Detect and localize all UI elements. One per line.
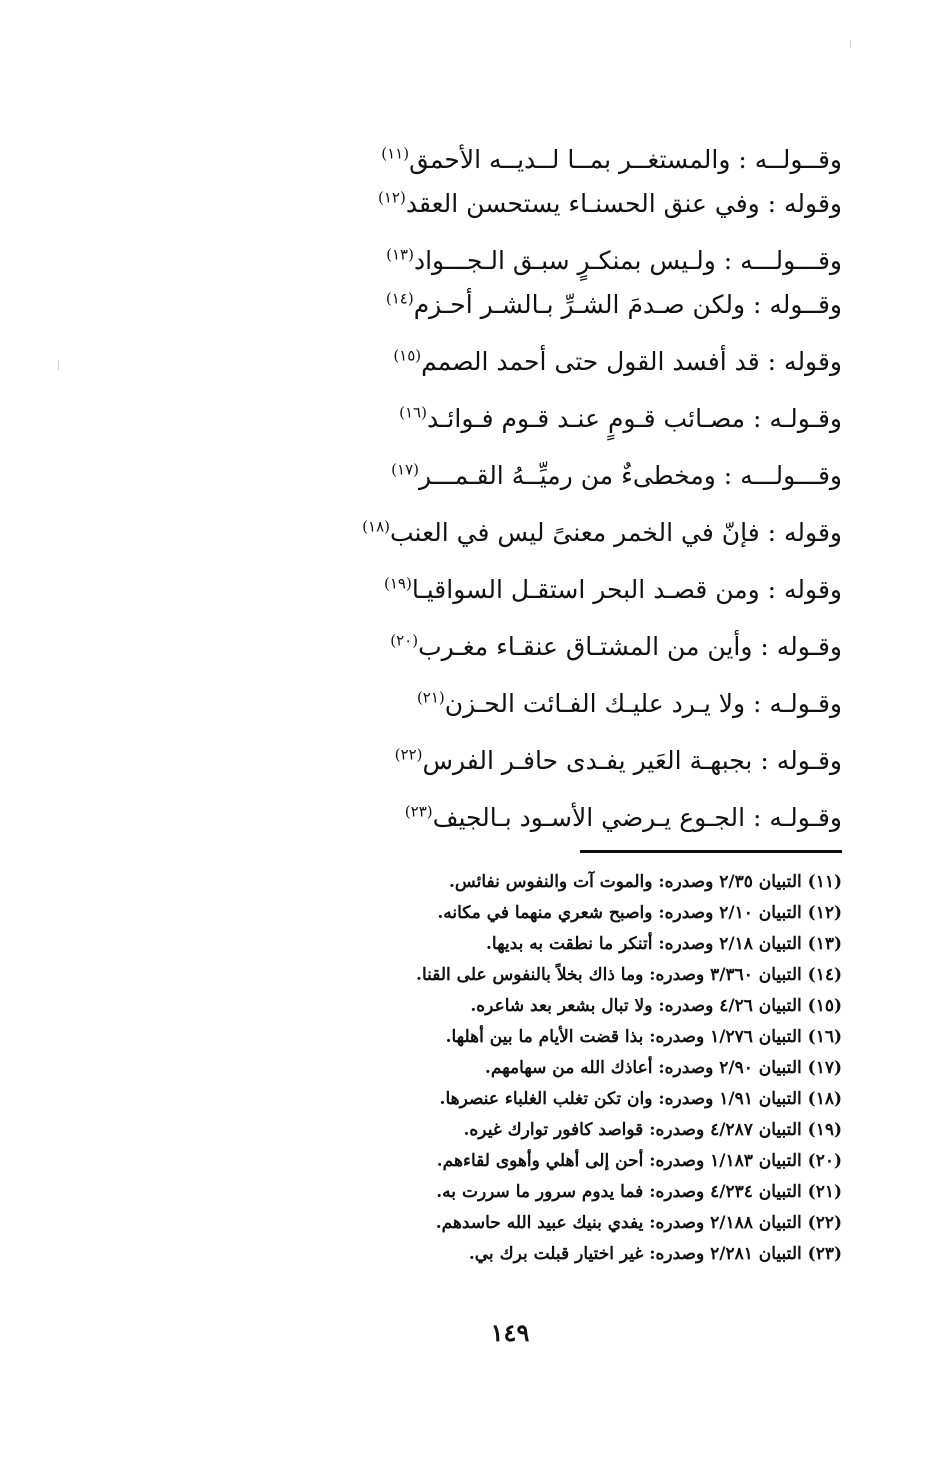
verse-line — [372, 684, 842, 724]
verse-text: وقوله : ومن قصـد البحر استقـل السواقيـا — [411, 575, 842, 604]
verse-text: وقوله : وفي عنق الحسنـاء يستحسن العقد — [405, 189, 842, 218]
footnote-ref: (١٤) — [385, 289, 414, 308]
footnote-ref: (١٢) — [378, 188, 406, 207]
verse-line — [372, 570, 842, 610]
footnote: (١١) التبيان ٢/٣٥ وصدره: والموت آت والنفوس نفائس. — [449, 872, 842, 892]
footnote: (١٩) التبيان ٤/٢٨٧ وصدره: قواصد كافور توارك غيره. — [463, 1120, 842, 1140]
verse-text: وقوله : فإنّ في الخمر معنىً ليس في العنب — [390, 518, 842, 547]
verse-text: وقـــولـــه : ومخطىءٌ من رميِّــهُ القـمـــر — [419, 461, 842, 490]
verse-line — [372, 456, 842, 496]
verse-line — [372, 627, 842, 667]
footnote: (١٤) التبيان ٣/٣٦٠ وصدره: وما ذاك بخلاً بالنفوس على القنا. — [416, 965, 842, 985]
verse-line — [372, 798, 842, 838]
verse-text: وقـولـه : مصـائب قـومٍ عنـد قـوم فـوائـد — [426, 404, 842, 433]
verse-line — [372, 399, 842, 439]
verse-line — [362, 513, 842, 553]
footnote-ref: (١٧) — [391, 460, 419, 479]
footnote-ref: (٢١) — [416, 688, 445, 707]
verse-list — [362, 140, 842, 855]
verse-text: وقـوله : بجبهـة العَير يفـدى حافـر الفرس — [422, 746, 842, 775]
verse-line — [372, 241, 842, 281]
footnote: (١٧) التبيان ٢/٩٠ وصدره: أعاذك الله من سهامهم. — [484, 1058, 842, 1078]
verse-text: وقـــولـــه : ولـيس بمنكـرٍ سبـق الـجـــواد — [413, 246, 842, 275]
footnote: (٢٢) التبيان ٢/١٨٨ وصدره: يفدي بنيك عبيد الله حاسدهم. — [435, 1213, 842, 1233]
verse-line — [372, 140, 842, 180]
footnote: (١٢) التبيان ٢/١٠ وصدره: واصبح شعري منهما في مكانه. — [437, 903, 842, 923]
footnote-ref: (١١) — [381, 144, 410, 163]
footnote-ref: (١٥) — [393, 346, 422, 365]
footnote-ref: (١٨) — [362, 517, 390, 536]
footnote-ref: (٢٢) — [394, 745, 423, 764]
verse-line — [372, 342, 842, 382]
verse-text: وقوله : قد أفسد القول حتى أحمد الصمم — [421, 347, 842, 376]
footnote: (١٨) التبيان ١/٩١ وصدره: وان تكن تغلب الغلباء عنصرها. — [439, 1089, 842, 1109]
verse-text: وقــولــه : والمستغــر بمــا لــديــه الأحمق — [409, 145, 842, 174]
verse-text: وقـولـه : ولا يـرد عليـك الفـائت الحـزن — [444, 689, 842, 718]
verse-line — [372, 741, 842, 781]
footnote-ref: (١٦) — [399, 403, 427, 422]
footnote-list — [342, 867, 842, 1270]
scan-mark — [58, 360, 59, 370]
footnote-ref: (٢٣) — [404, 802, 433, 821]
footnote: (٢٠) التبيان ١/١٨٣ وصدره: أحن إلى أهلي وأهوى لقاءهم. — [436, 1151, 842, 1171]
verse-text: وقــوله : ولكن صـدمَ الشـرِّ بـالشـر أحـزم — [413, 290, 842, 319]
footnote-ref: (٢٠) — [390, 631, 419, 650]
scan-mark — [850, 40, 851, 48]
footnote: (١٣) التبيان ٢/١٨ وصدره: أتنكر ما نطقت به بديها. — [485, 934, 842, 954]
verse-line — [372, 184, 842, 224]
footnote-ref: (١٣) — [386, 245, 414, 264]
footnote: (١٥) التبيان ٤/٢٦ وصدره: ولا تبال بشعر بعد شاعره. — [470, 996, 842, 1016]
footnote: (١٦) التبيان ١/٢٧٦ وصدره: بذا قضت الأيام ما بين أهلها. — [445, 1027, 842, 1047]
footnote: (٢١) التبيان ٤/٢٣٤ وصدره: فما يدوم سرور ما سررت به. — [436, 1182, 842, 1202]
footnote: (٢٣) التبيان ٢/٢٨١ وصدره: غير اختيار قبلت برك بي. — [468, 1244, 842, 1264]
page-number: ١٤٩ — [490, 1318, 530, 1347]
footnote-ref: (١٩) — [383, 574, 412, 593]
verse-text: وقـولـه : الجـوع يـرضي الأسـود بـالجيف — [432, 803, 842, 832]
verse-text: وقـوله : وأين من المشتـاق عنقـاء مغـرب — [418, 632, 842, 661]
verse-line — [372, 285, 842, 325]
footnote-divider — [580, 850, 842, 853]
